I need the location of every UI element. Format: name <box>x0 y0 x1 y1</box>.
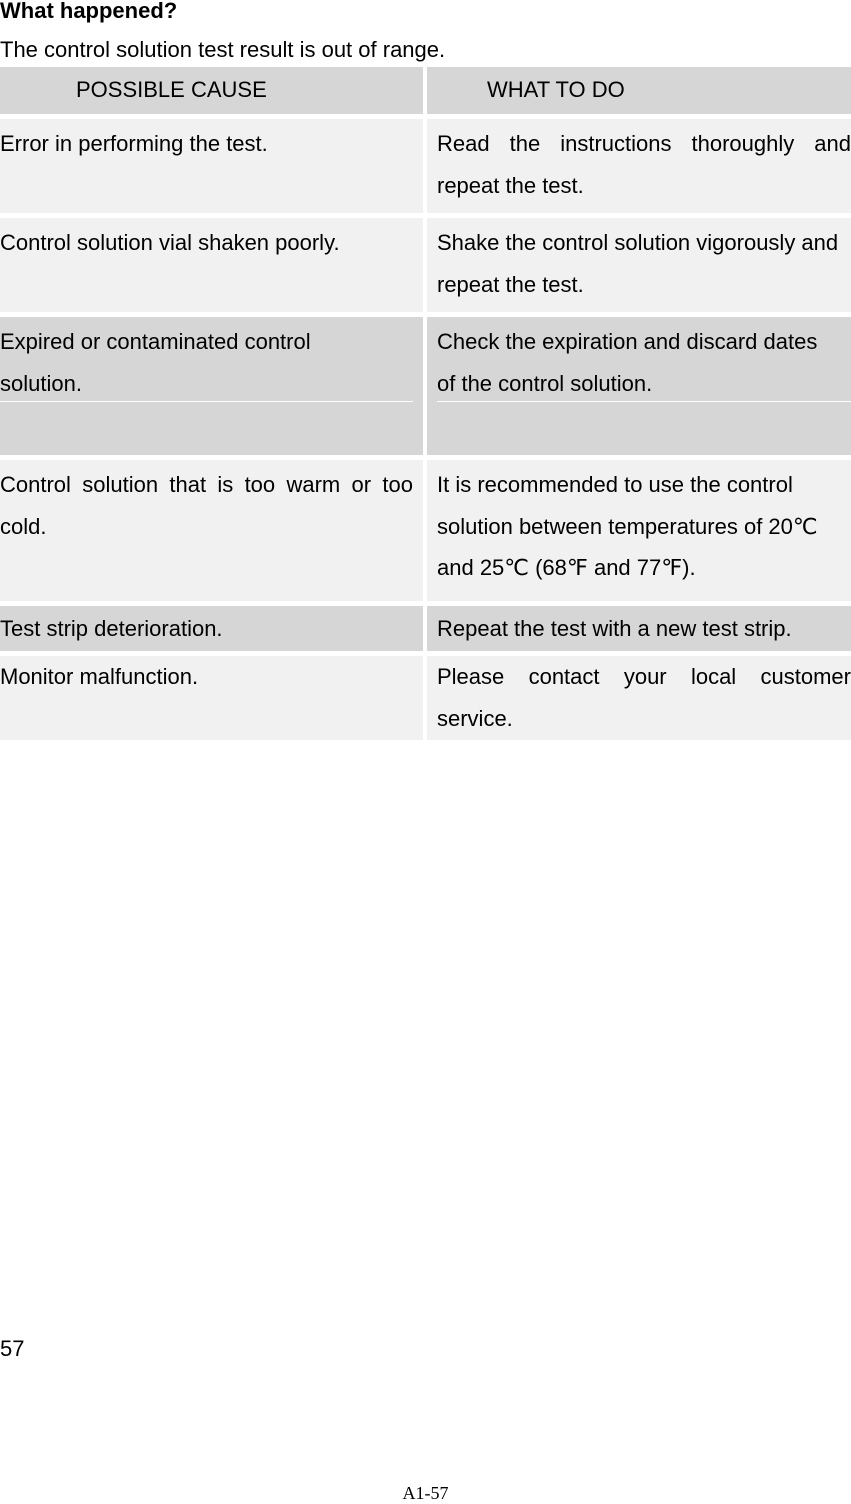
header-what-to-do: WHAT TO DO <box>427 67 851 114</box>
todo-cell: It is recommended to use the control solution between temperatures of 20℃ and 25℃ (68℉ and 77℉). <box>427 460 851 601</box>
cell-divider-line <box>437 401 851 402</box>
todo-cell: Repeat the test with a new test strip. <box>427 606 851 651</box>
header-possible-cause: POSSIBLE CAUSE <box>0 67 423 114</box>
table-header-row <box>0 67 851 114</box>
table-row <box>0 656 851 740</box>
todo-cell: Please contact your local customer service. <box>427 656 851 740</box>
page-number: 57 <box>0 1336 25 1361</box>
table-row <box>0 317 851 455</box>
table-row <box>0 606 851 651</box>
page-subtitle: The control solution test result is out of range. <box>0 37 446 62</box>
page-code: A1-57 <box>402 1483 449 1503</box>
todo-cell: Shake the control solution vigorously and repeat the test. <box>427 218 851 312</box>
table-row <box>0 119 851 213</box>
table-row <box>0 218 851 312</box>
cause-cell: Control solution vial shaken poorly. <box>0 218 423 312</box>
todo-cell: Read the instructions thoroughly and repeat the test. <box>427 119 851 213</box>
cause-cell: Monitor malfunction. <box>0 656 423 740</box>
todo-cell: Check the expiration and discard dates of the control solution. <box>427 317 851 455</box>
cell-divider-line <box>0 401 413 402</box>
cause-cell: Expired or contaminated control solution. <box>0 317 423 455</box>
cause-cell: Test strip deterioration. <box>0 606 423 651</box>
troubleshooting-table <box>0 67 851 745</box>
cause-cell: Control solution that is too warm or too cold. <box>0 460 423 601</box>
cause-cell: Error in performing the test. <box>0 119 423 213</box>
page-heading: What happened? <box>0 0 178 23</box>
table-row <box>0 460 851 601</box>
